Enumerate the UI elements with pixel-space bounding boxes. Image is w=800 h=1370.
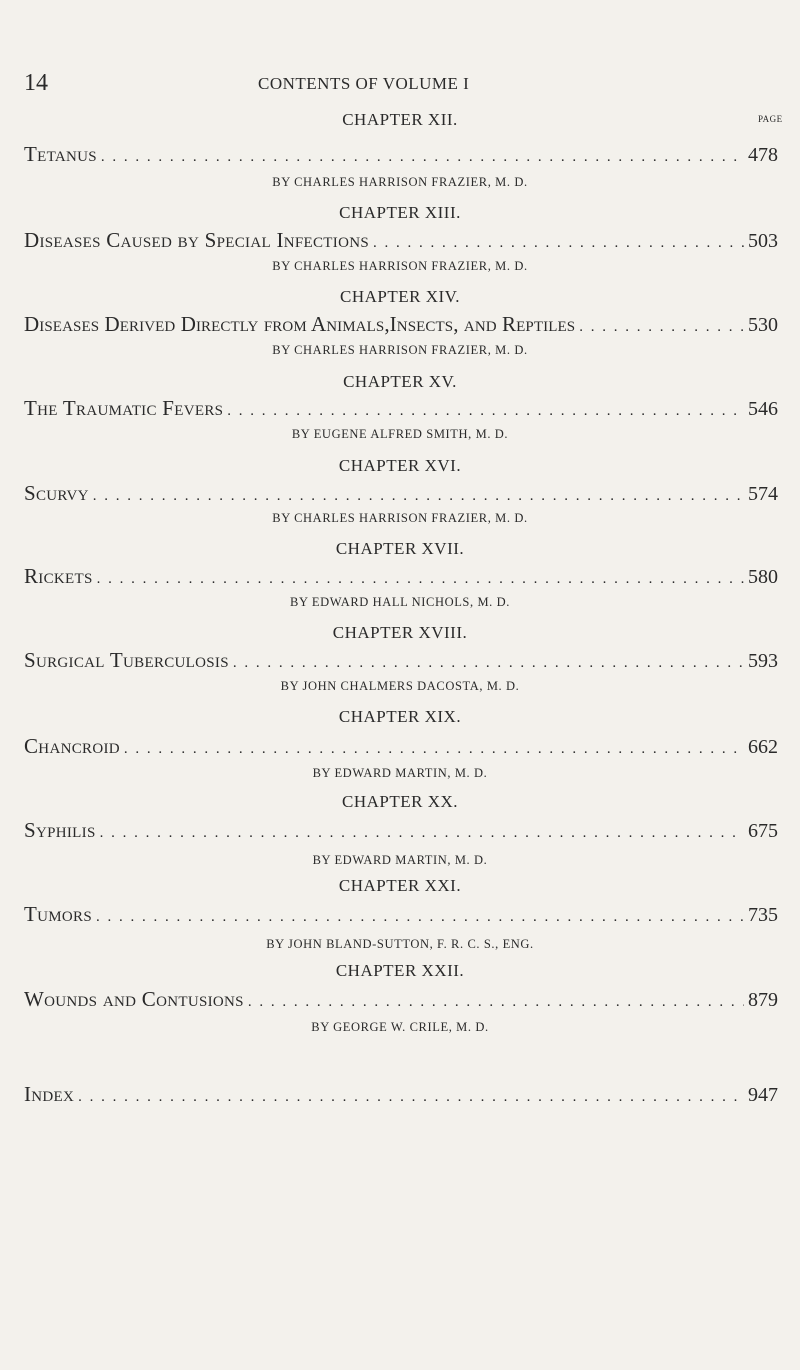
toc-entry[interactable]	[24, 987, 778, 1012]
entry-author: BY CHARLES HARRISON FRAZIER, M. D.	[272, 511, 528, 525]
chapter-heading: CHAPTER XVI.	[338, 456, 462, 475]
chapter-heading: CHAPTER XXI.	[338, 876, 462, 895]
running-title: CONTENTS OF VOLUME I	[258, 74, 470, 93]
entry-author: BY EDWARD MARTIN, M. D.	[312, 853, 488, 867]
dot-leader	[248, 994, 744, 1011]
entry-title: The Traumatic Fevers	[24, 396, 224, 420]
dot-leader	[227, 403, 744, 420]
chapter-heading: CHAPTER XXII.	[335, 961, 465, 980]
entry-page: 593	[748, 650, 778, 672]
entry-author: BY EDWARD MARTIN, M. D.	[312, 766, 488, 780]
chapter-heading: CHAPTER XIX.	[338, 707, 462, 726]
toc-entry[interactable]	[24, 142, 778, 167]
entry-page: 478	[748, 144, 778, 166]
entry-author: BY GEORGE W. CRILE, M. D.	[311, 1020, 489, 1034]
entry-author: BY CHARLES HARRISON FRAZIER, M. D.	[272, 175, 528, 189]
entry-title: Scurvy	[24, 481, 89, 505]
toc-entry[interactable]	[24, 481, 778, 506]
entry-author: BY EDWARD HALL NICHOLS, M. D.	[290, 595, 510, 609]
chapter-heading: CHAPTER XV.	[343, 372, 457, 391]
chapter-heading: CHAPTER XVIII.	[332, 623, 468, 642]
page-column-label: PAGE	[758, 114, 783, 124]
entry-page: 662	[748, 736, 778, 758]
dot-leader	[93, 488, 744, 505]
entry-title: Tetanus	[24, 142, 97, 166]
entry-page: 574	[748, 483, 778, 505]
chapter-heading: CHAPTER XVII.	[335, 539, 465, 558]
entry-title: Diseases Caused by Special Infections	[24, 228, 369, 252]
toc-entry[interactable]	[24, 902, 778, 927]
entry-page: 879	[748, 989, 778, 1011]
entry-title: Wounds and Contusions	[24, 987, 244, 1011]
dot-leader	[124, 741, 744, 758]
entry-page: 530	[748, 314, 778, 336]
toc-entry[interactable]	[24, 228, 778, 253]
toc-entry[interactable]	[24, 396, 778, 421]
entry-author: BY EUGENE ALFRED SMITH, M. D.	[291, 427, 509, 441]
entry-page: 947	[748, 1084, 778, 1106]
chapter-heading: CHAPTER XIV.	[340, 287, 460, 306]
entry-page: 580	[748, 566, 778, 588]
toc-entry-index[interactable]	[24, 1082, 778, 1107]
dot-leader	[96, 909, 744, 926]
dot-leader	[233, 655, 744, 672]
dot-leader	[579, 319, 744, 336]
toc-entry[interactable]	[24, 734, 778, 759]
entry-title: Tumors	[24, 902, 92, 926]
toc-entry[interactable]	[24, 564, 778, 589]
entry-page: 735	[748, 904, 778, 926]
dot-leader	[373, 235, 744, 252]
chapter-heading: CHAPTER XII.	[342, 110, 458, 129]
entry-author: BY JOHN CHALMERS DACOSTA, M. D.	[280, 679, 520, 693]
entry-title: Chancroid	[24, 734, 120, 758]
entry-title: Index	[24, 1082, 75, 1106]
dot-leader	[97, 571, 744, 588]
entry-author: BY CHARLES HARRISON FRAZIER, M. D.	[272, 259, 528, 273]
page-number: 14	[24, 70, 48, 96]
entry-page: 546	[748, 398, 778, 420]
chapter-heading: CHAPTER XIII.	[339, 203, 461, 222]
entry-title: Diseases Derived Directly from Animals,Insects, and Reptiles	[24, 312, 576, 336]
toc-entry[interactable]	[24, 818, 778, 843]
dot-leader	[100, 825, 744, 842]
entry-title: Surgical Tuberculosis	[24, 648, 229, 672]
toc-entry[interactable]	[24, 312, 778, 337]
entry-page: 675	[748, 820, 778, 842]
toc-entry[interactable]	[24, 648, 778, 673]
entry-title: Syphilis	[24, 818, 96, 842]
entry-author: BY CHARLES HARRISON FRAZIER, M. D.	[272, 343, 528, 357]
dot-leader	[78, 1089, 744, 1106]
chapter-heading: CHAPTER XX.	[341, 792, 458, 811]
entry-page: 503	[748, 230, 778, 252]
entry-title: Rickets	[24, 564, 93, 588]
entry-author: BY JOHN BLAND-SUTTON, F. R. C. S., ENG.	[266, 937, 534, 951]
dot-leader	[101, 149, 744, 166]
